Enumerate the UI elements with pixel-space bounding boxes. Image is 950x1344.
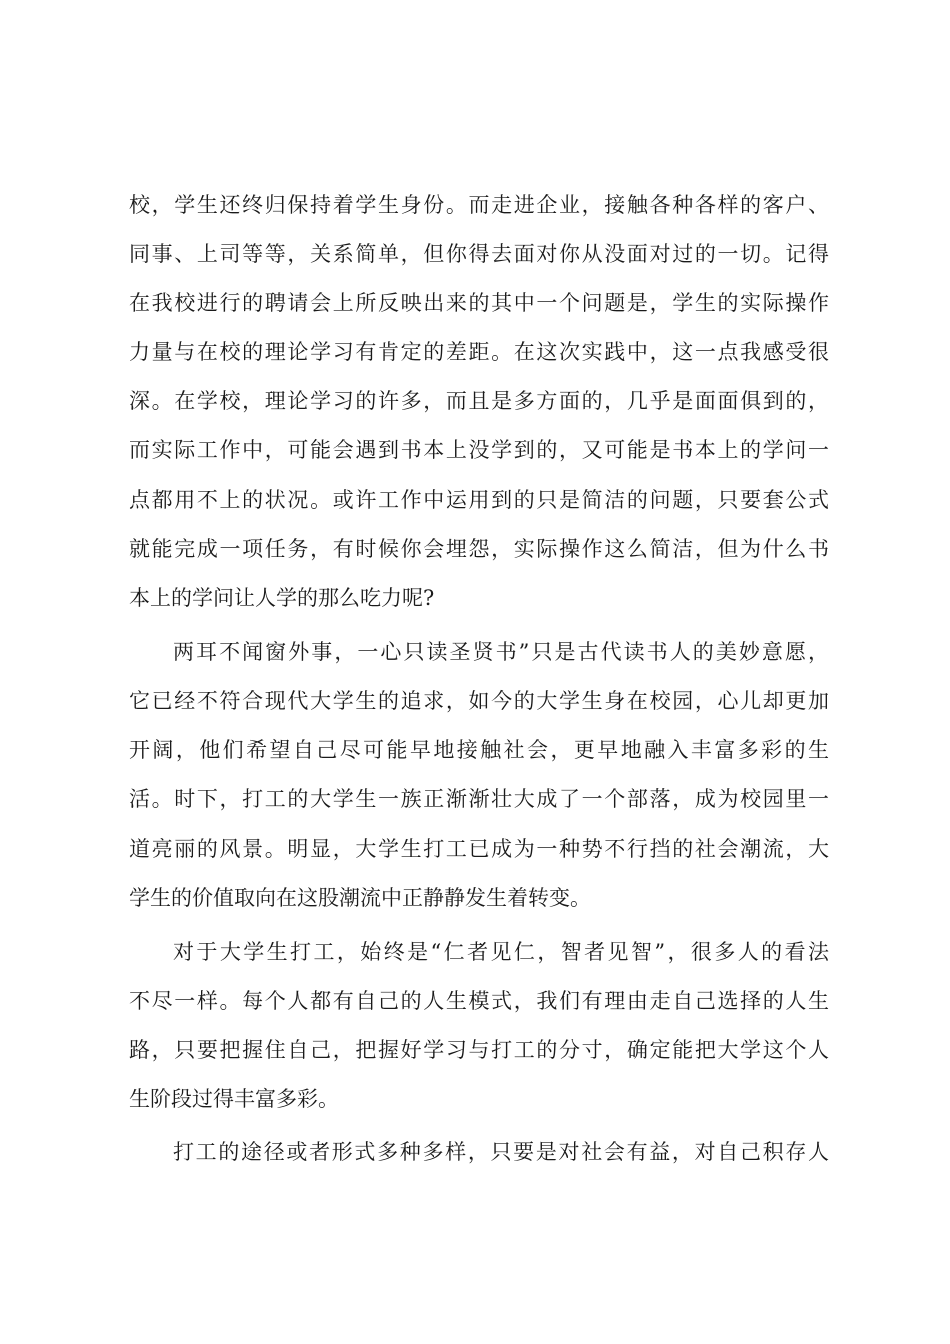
text-line: 深。在学校，理论学习的许多，而且是多方面的，几乎是面面俱到的， bbox=[129, 389, 829, 413]
text-line: 力量与在校的理论学习有肯定的差距。在这次实践中，这一点我感受很 bbox=[129, 340, 829, 364]
text-line: 而实际工作中，可能会遇到书本上没学到的，又可能是书本上的学问一 bbox=[129, 438, 829, 462]
text-line: 生阶段过得丰富多彩。 bbox=[129, 1087, 339, 1111]
text-line: 学生的价值取向在这股潮流中正静静发生着转变。 bbox=[129, 886, 591, 910]
text-line: 开阔，他们希望自己尽可能早地接触社会，更早地融入丰富多彩的生 bbox=[129, 738, 829, 762]
text-line: 在我校进行的聘请会上所反映出来的其中一个问题是，学生的实际操作 bbox=[129, 291, 829, 315]
text-line: 校，学生还终归保持着学生身份。而走进企业，接触各种各样的客户、 bbox=[129, 193, 829, 217]
paragraph-first-line: 打工的途径或者形式多种多样，只要是对社会有益，对自己积存人 bbox=[173, 1140, 829, 1164]
paragraph-first-line: 对于大学生打工，始终是“仁者见仁，智者见智”，很多人的看法 bbox=[173, 940, 829, 964]
text-line: 它已经不符合现代大学生的追求，如今的大学生身在校园，心儿却更加 bbox=[129, 689, 829, 713]
text-line: 同事、上司等等，关系简单，但你得去面对你从没面对过的一切。记得 bbox=[129, 242, 829, 266]
text-line: 道亮丽的风景。明显，大学生打工已成为一种势不行挡的社会潮流，大 bbox=[129, 837, 829, 861]
paragraph-first-line: 两耳不闻窗外事，一心只读圣贤书”只是古代读书人的美妙意愿， bbox=[173, 640, 829, 664]
text-line: 本上的学问让人学的那么吃力呢? bbox=[129, 586, 435, 610]
text-line: 不尽一样。每个人都有自己的人生模式，我们有理由走自己选择的人生 bbox=[129, 989, 829, 1013]
text-line: 就能完成一项任务，有时候你会埋怨，实际操作这么简洁，但为什么书 bbox=[129, 537, 829, 561]
text-line: 路，只要把握住自己，把握好学习与打工的分寸，确定能把大学这个人 bbox=[129, 1038, 829, 1062]
text-line: 活。时下，打工的大学生一族正渐渐壮大成了一个部落，成为校园里一 bbox=[129, 787, 829, 811]
text-line: 点都用不上的状况。或许工作中运用到的只是简洁的问题，只要套公式 bbox=[129, 488, 829, 512]
